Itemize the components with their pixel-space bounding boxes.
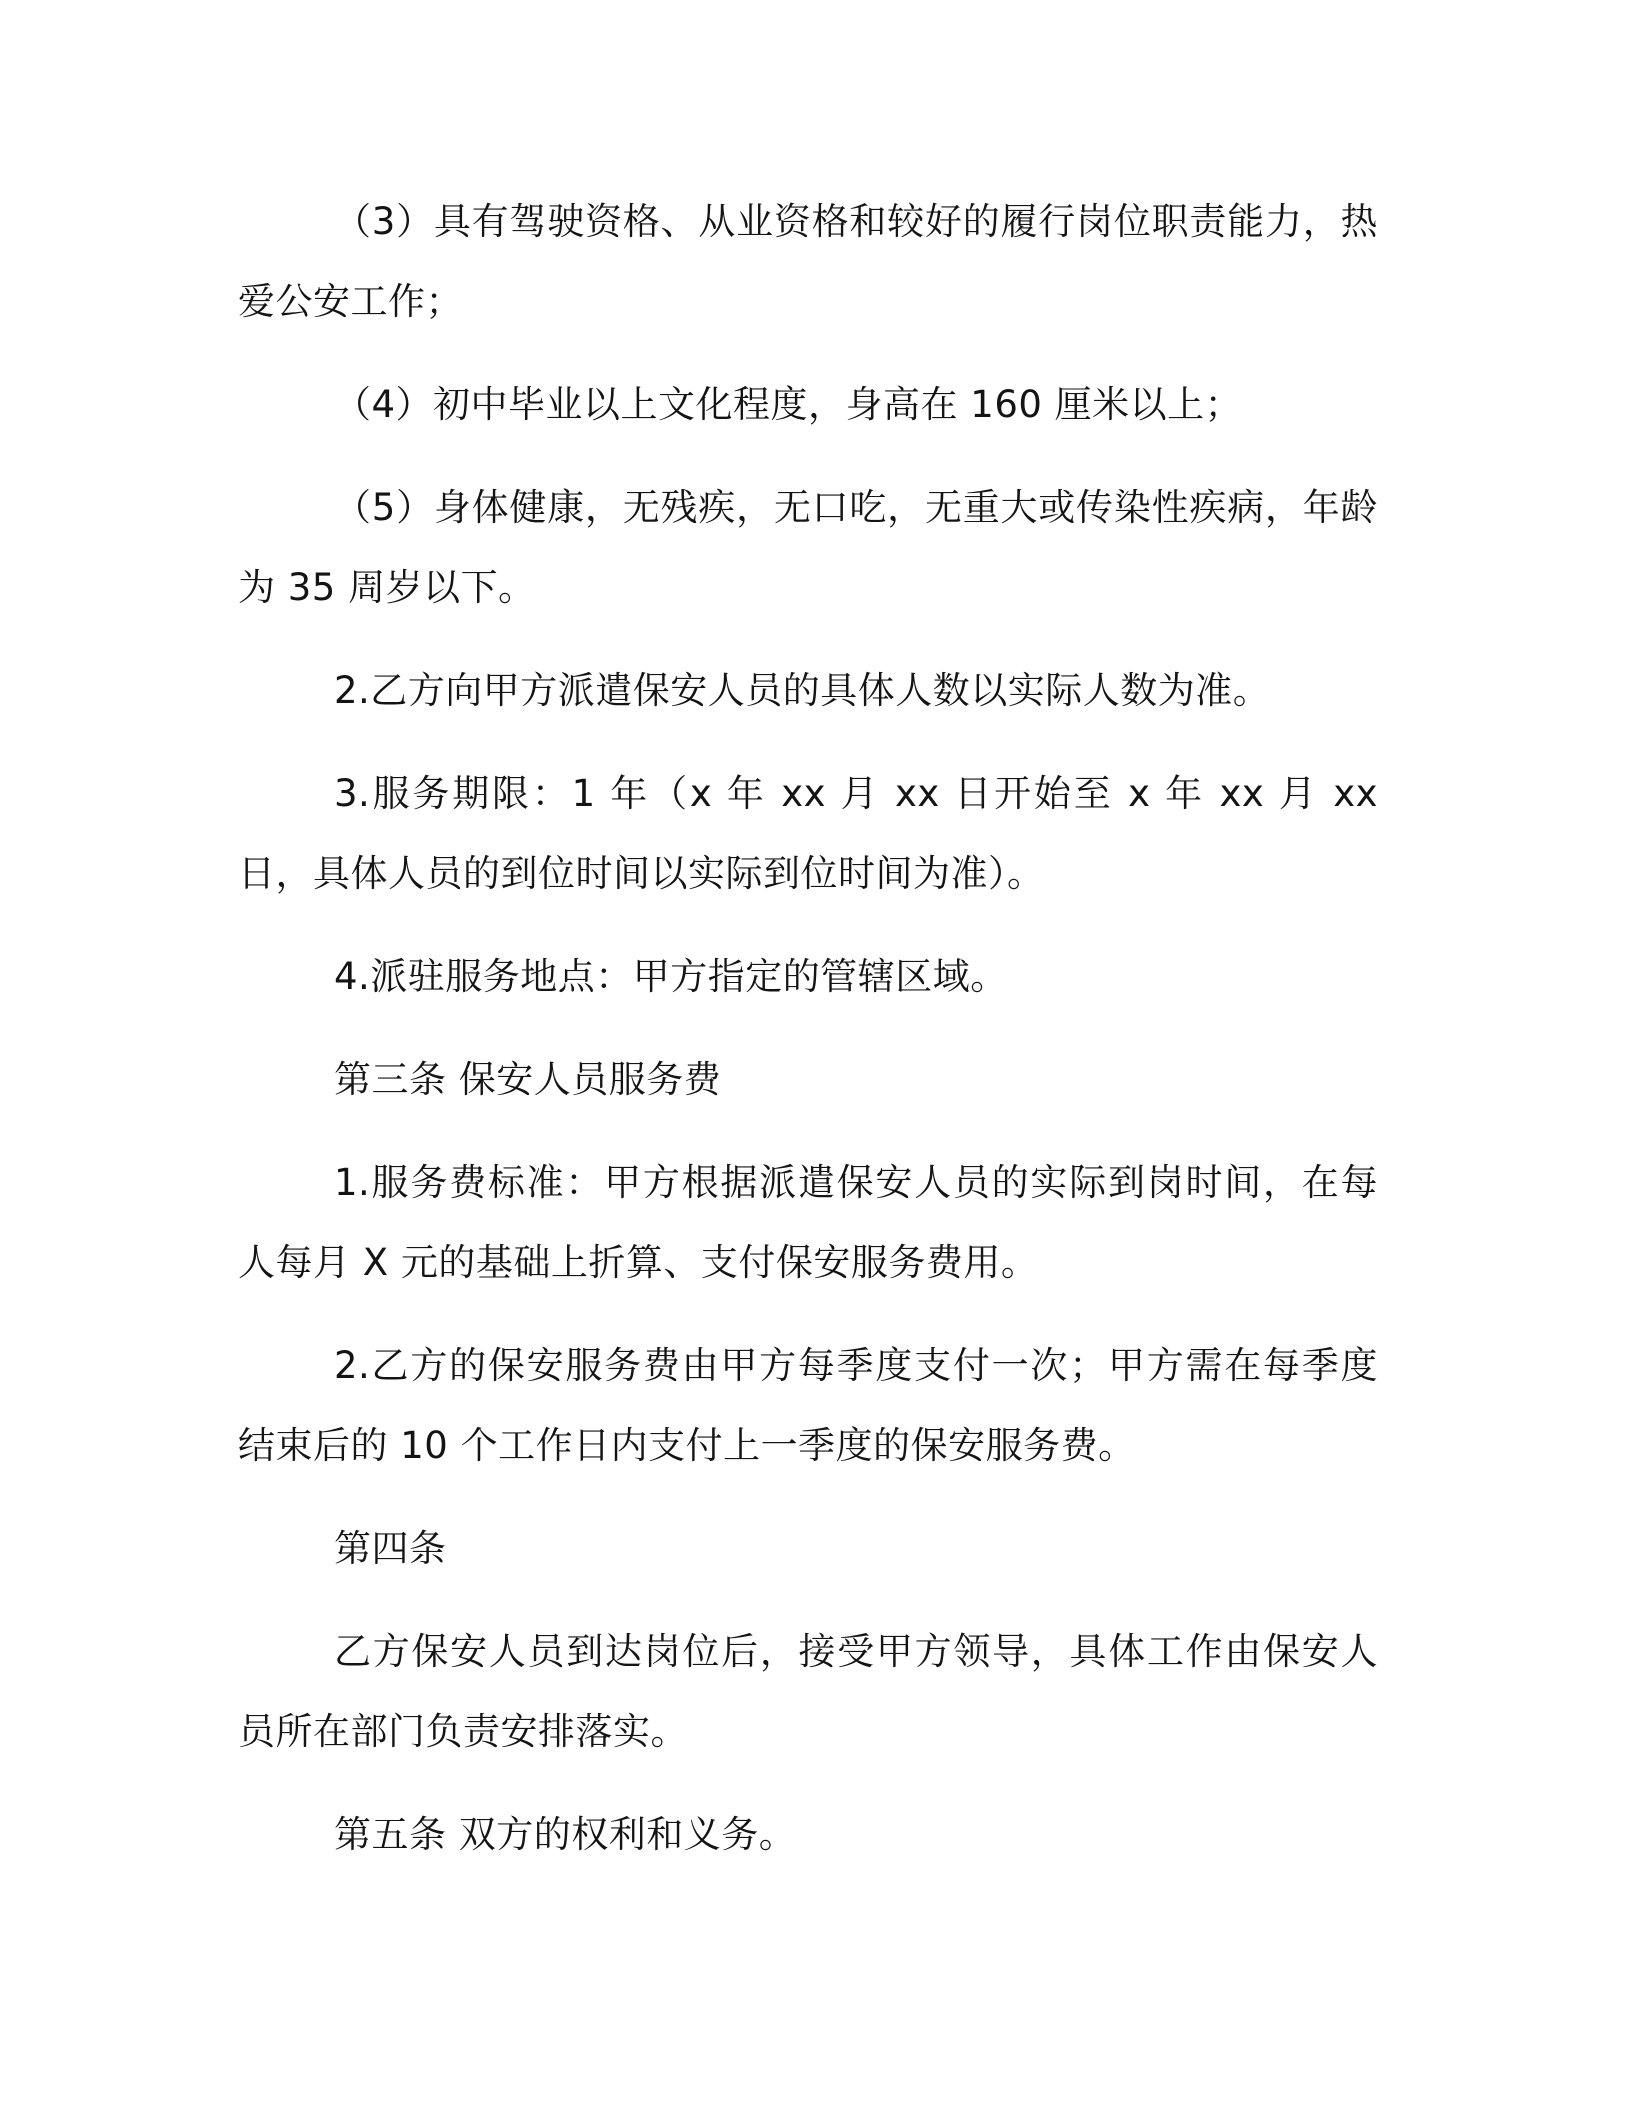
clause-supervision: 乙方保安人员到达岗位后，接受甲方领导，具体工作由保安人员所在部门负责安排落实。 <box>238 1630 1378 1753</box>
clause-service-location: 4.派驻服务地点：甲方指定的管辖区域。 <box>334 955 1008 998</box>
article-3-heading: 第三条 保安人员服务费 <box>334 1058 722 1101</box>
document-body <box>238 182 1378 1898</box>
article-4-heading: 第四条 <box>334 1527 447 1570</box>
requirement-item-5: （5）身体健康，无残疾，无口吃，无重大或传染性疾病，年龄为 35 周岁以下。 <box>238 486 1378 609</box>
clause-fee-standard: 1.服务费标准：甲方根据派遣保安人员的实际到岗时间，在每人每月 X 元的基础上折算、支付保安服务费用。 <box>238 1161 1378 1284</box>
clause-service-term: 3.服务期限：1 年（x 年 xx 月 xx 日开始至 x 年 xx 月 xx 日，具体人员的到位时间以实际到位时间为准）。 <box>238 772 1378 895</box>
requirement-item-3: （3）具有驾驶资格、从业资格和较好的履行岗位职责能力，热爱公安工作； <box>238 200 1378 323</box>
clause-fee-payment: 2.乙方的保安服务费由甲方每季度支付一次；甲方需在每季度结束后的 10 个工作日内支付上一季度的保安服务费。 <box>238 1344 1378 1467</box>
clause-personnel-count: 2.乙方向甲方派遣保安人员的具体人数以实际人数为准。 <box>334 669 1271 712</box>
article-5-heading: 第五条 双方的权利和义务。 <box>334 1813 797 1856</box>
requirement-item-4: （4）初中毕业以上文化程度，身高在 160 厘米以上； <box>334 383 1243 426</box>
